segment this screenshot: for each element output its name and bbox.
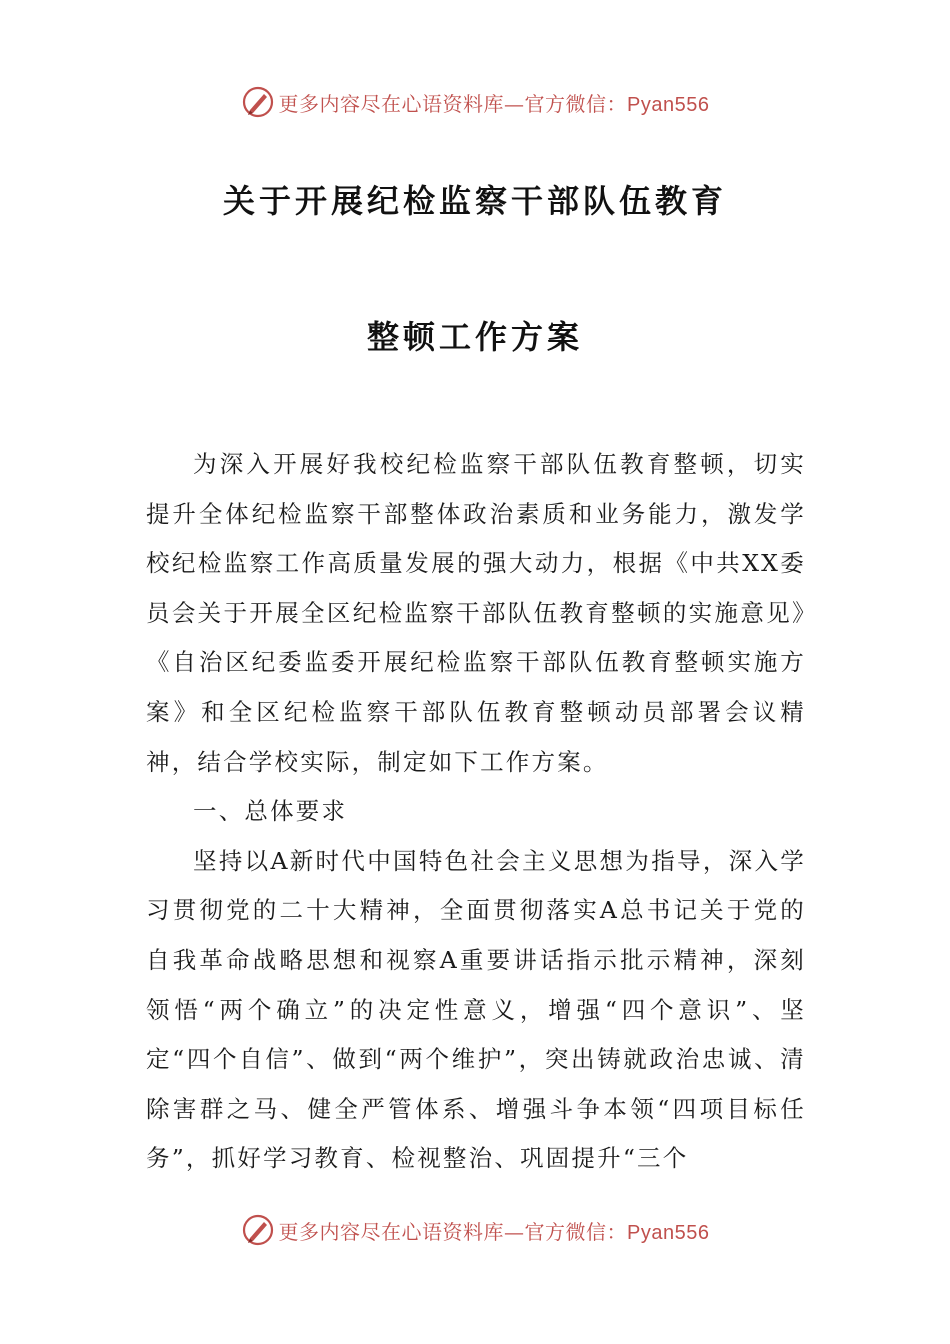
document-title-line-1: 关于开展纪检监察干部队伍教育 (222, 182, 727, 220)
wechat-id: Pyan556 (627, 1221, 710, 1244)
wechat-id: Pyan556 (627, 93, 710, 116)
body-paragraph-intro: 为深入开展好我校纪检监察干部队伍教育整顿，切实提升全体纪检监察干部整体政治素质和业务能力，激发学校纪检监察工作高质量发展的强大动力，根据《中共XX委员会关于开展全区纪检监察干部队伍教育整顿的实施意见》《自治区纪委监委开展纪检监察干部队伍教育整顿实施方案》和全区纪检监察干部队伍教育整顿动员部署会议精神，结合学校实际，制定如下工作方案。 (146, 450, 806, 776)
body-paragraph-requirements: 坚持以A新时代中国特色社会主义思想为指导，深入学习贯彻党的二十大精神，全面贯彻落实A总书记关于党的自我革命战略思想和视察A重要讲话指示批示精神，深刻领悟“两个确立”的决定性意义，增强“四个意识”、坚定“四个自信”、做到“两个维护”，突出铸就政治忠诚、清除害群之马、健全严管体系、增强斗争本领“四项目标任务”，抓好学习教育、检视整治、巩固提升“三个 (146, 846, 806, 1173)
document-title-line-2: 整顿工作方案 (366, 318, 583, 356)
section-heading-general-requirements: 一、总体要求 (193, 797, 348, 826)
pen-logo-icon (241, 1213, 275, 1247)
pen-logo-icon (241, 85, 275, 119)
watermark-banner-bottom (0, 1210, 950, 1250)
document-body (146, 440, 806, 1184)
watermark-banner-top (0, 82, 950, 122)
watermark-text: 更多内容尽在心语资料库—官方微信：Pyan556 (278, 1219, 710, 1244)
watermark-text: 更多内容尽在心语资料库—官方微信：Pyan556 (278, 91, 710, 116)
